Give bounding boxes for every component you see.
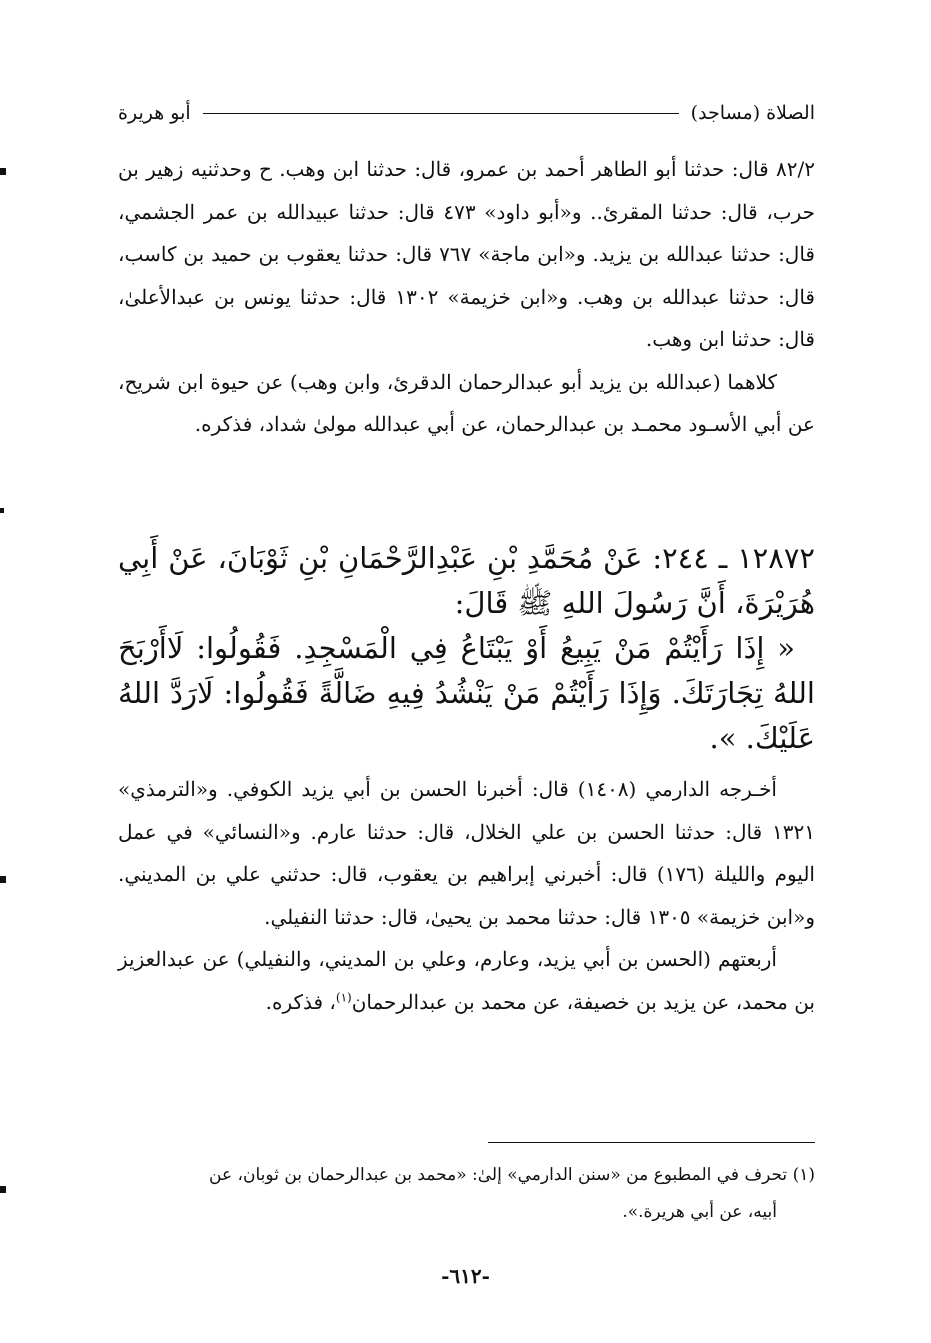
chains-summary-paragraph: كلاهما (عبدالله بن يزيد أبو عبدالرحمان الدقرئ، وابن وهب) عن حيوة ابن شريح، عن أبي الأسـود محمـد بن عبدالرحمان، عن أبي عبدالله مولىٰ شداد، فذكره. <box>118 369 815 436</box>
hadith-block <box>118 536 815 761</box>
footnote-number: (١) <box>792 1165 815 1185</box>
footnote-continuation: أبيه، عن أبي هريرة.». <box>622 1202 777 1222</box>
chains-block <box>118 148 815 446</box>
running-head <box>118 98 815 128</box>
page-number: -٦١٢- <box>441 1264 490 1288</box>
running-head-rule <box>203 113 679 114</box>
footnote-reference[interactable]: (١) <box>335 989 352 1004</box>
takhrij-paragraph: أخـرجه الدارمي (١٤٠٨) قال: أخبرنا الحسن بن أبي يزيد الكوفي. و«الترمذي» ١٣٢١ قال: حدثنا الحسن بن علي الخلال، قال: حدثنا عارم. و«النسائي» في عمل اليوم والليلة (١٧٦) قال: أخبرني إبراهيم بن يعقوب، قال: حدثني علي بن المديني. و«ابن خزيمة» ١٣٠٥ قال: حدثنا محمد بن يحيىٰ، قال: حدثنا النفيلي. <box>118 777 815 929</box>
running-head-narrator: أبو هريرة <box>118 102 191 124</box>
hadith-matn: « إِذَا رَأَيْتُمْ مَنْ يَبِيعُ أَوْ يَبْتَاعُ فِي الْمَسْجِدِ. فَقُولُوا: لَاأَرْبَحَ اللهُ تِجَارَتَكَ. وَإِذَا رَأَيْتُمْ مَنْ يَنْشُدُ فِيهِ ضَالَّةً فَقُولُوا: لَارَدَّ اللهُ عَلَيْكَ. ». <box>118 631 815 755</box>
scan-edge-mark <box>0 876 6 883</box>
footnote <box>118 1157 815 1231</box>
scan-edge-mark <box>0 1186 6 1193</box>
takhrij-block <box>118 768 815 1023</box>
footnote-text: تحرف في المطبوع من «سنن الدارمي» إلىٰ: «محمد بن عبدالرحمان بن ثوبان، عن <box>209 1165 788 1185</box>
takhrij-summary-end: ، فذكره. <box>265 989 336 1014</box>
takhrij-summary-paragraph <box>118 938 815 1023</box>
scan-edge-mark <box>0 168 6 175</box>
chains-paragraph: ٨٢/٢ قال: حدثنا أبو الطاهر أحمد بن عمرو، قال: حدثنا ابن وهب. ح وحدثنيه زهير بن حرب، قال: حدثنا المقرئ.. و«أبو داود» ٤٧٣ قال: حدثنا عبيدالله بن عمر الجشمي، قال: حدثنا عبدالله بن يزيد. و«ابن ماجة» ٧٦٧ قال: حدثنا يعقوب بن حميد بن كاسب، قال: حدثنا عبدالله بن وهب. و«ابن خزيمة» ١٣٠٢ قال: حدثنا يونس بن عبدالأعلىٰ، قال: حدثنا ابن وهب. <box>118 157 815 351</box>
footnote-separator <box>488 1142 815 1143</box>
footnote-line <box>118 1157 815 1194</box>
takhrij-summary-text: أربعتهم (الحسن بن أبي يزيد، وعارم، وعلي بن المديني، والنفيلي) عن عبدالعزيز بن محمد، عن يزيد بن خصيفة، عن محمد بن عبدالرحمان <box>118 947 815 1014</box>
hadith-isnad: ١٢٨٧٢ ـ ٢٤٤: عَنْ مُحَمَّدِ بْنِ عَبْدِالرَّحْمَانِ بْنِ ثَوْبَانَ، عَنْ أَبِي هُرَيْرَةَ، أَنَّ رَسُولَ اللهِ ﷺ قَالَ: <box>118 541 815 620</box>
scan-edge-mark <box>0 508 4 513</box>
running-head-chapter: الصلاة (مساجد) <box>690 102 815 124</box>
